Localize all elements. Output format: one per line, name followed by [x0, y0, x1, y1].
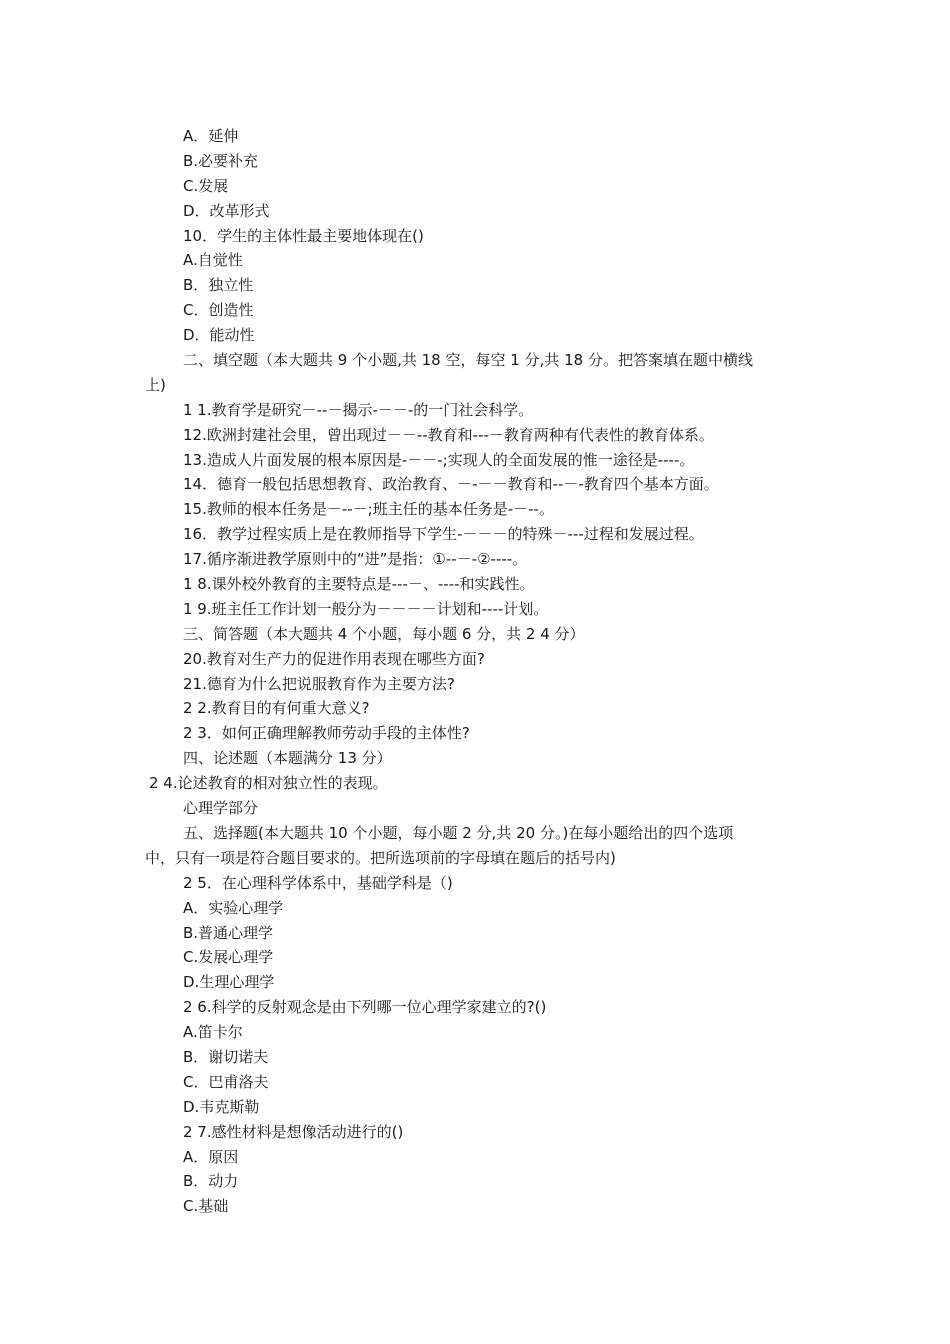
option-b-line: B．谢切诺夫	[183, 1047, 269, 1066]
question-14: 14．德育一般包括思想教育、政治教育、－-－－教育和--－-教育四个基本方面。	[183, 475, 719, 494]
option-a-line: A．原因	[183, 1147, 239, 1166]
option-a-line: A.自觉性	[183, 251, 243, 270]
section-fill-blank-heading-continued: 上)	[145, 375, 166, 394]
question-25: 2 5．在心理科学体系中，基础学科是（)	[183, 873, 453, 892]
option-a-line: A．实验心理学	[183, 898, 284, 917]
option-b-line: B.普通心理学	[183, 923, 274, 942]
question-26: 2 6.科学的反射观念是由下列哪一位心理学家建立的?()	[183, 998, 547, 1017]
option-c-line: C．巴甫洛夫	[183, 1072, 269, 1091]
question-27: 2 7.感性材料是想像活动进行的()	[183, 1122, 404, 1141]
section-short-answer-heading: 三、简答题（本大题共 4 个小题，每小题 6 分，共 2 4 分）	[183, 624, 585, 643]
option-a-line: A.笛卡尔	[183, 1023, 243, 1042]
question-20: 20.教育对生产力的促进作用表现在哪些方面?	[183, 649, 485, 668]
question-10: 10．学生的主体性最主要地体现在()	[183, 226, 424, 245]
question-13: 13.造成人片面发展的根本原因是-－－-;实现人的全面发展的惟一途径是----。	[183, 450, 695, 469]
question-11: 1 1.教育学是研究－--－揭示-－－-的一门社会科学。	[183, 400, 534, 419]
section-choice-heading-continued: 中，只有一项是符合题目要求的。把所选项前的字母填在题后的括号内)	[145, 848, 616, 867]
question-19: 1 9.班主任工作计划一般分为－－－－计划和----计划。	[183, 599, 549, 618]
section-essay-heading: 四、论述题（本题满分 13 分）	[183, 749, 392, 768]
option-b-line: B．动力	[183, 1172, 239, 1191]
section-fill-blank-heading: 二、填空题（本大题共 9 个小题,共 18 空，每空 1 分,共 18 分。把答案填在题中横线	[183, 351, 753, 370]
question-12: 12.欧洲封建社会里，曾出现过－－--教育和---－教育两种有代表性的教育体系。	[183, 425, 714, 444]
option-b-line: B.必要补充	[183, 151, 259, 170]
option-c-line: C.发展心理学	[183, 948, 274, 967]
question-23: 2 3．如何正确理解教师劳动手段的主体性?	[183, 724, 470, 743]
question-22: 2 2.教育目的有何重大意义?	[183, 699, 370, 718]
question-21: 21.德育为什么把说服教育作为主要方法?	[183, 674, 455, 693]
document-body	[145, 124, 805, 1219]
option-c-line: C.基础	[183, 1197, 229, 1216]
option-c-line: C.发展	[183, 176, 229, 195]
option-a-line: A．延伸	[183, 127, 239, 145]
option-d-line: D.韦克斯勒	[183, 1097, 260, 1116]
option-b-line: B．独立性	[183, 276, 254, 295]
option-d-line: D．能动性	[183, 326, 255, 345]
option-d-line: D.生理心理学	[183, 973, 275, 992]
question-18: 1 8.课外校外教育的主要特点是---－、----和实践性。	[183, 575, 535, 594]
question-24: 2 4.论述教育的相对独立性的表现。	[149, 774, 388, 793]
psychology-part-heading: 心理学部分	[183, 799, 259, 818]
option-c-line: C．创造性	[183, 301, 254, 320]
question-16: 16．教学过程实质上是在教师指导下学生-－－－的特殊－---过程和发展过程。	[183, 525, 704, 544]
option-d-line: D．改革形式	[183, 201, 270, 220]
section-choice-heading: 五、选择题(本大题共 10 个小题，每小题 2 分,共 20 分。)在每小题给出的四个选项	[183, 823, 734, 842]
question-17: 17.循序渐进教学原则中的“进”是指：①--－-②----。	[183, 550, 528, 569]
question-15: 15.教师的根本任务是－--－;班主任的基本任务是-－--。	[183, 500, 554, 519]
